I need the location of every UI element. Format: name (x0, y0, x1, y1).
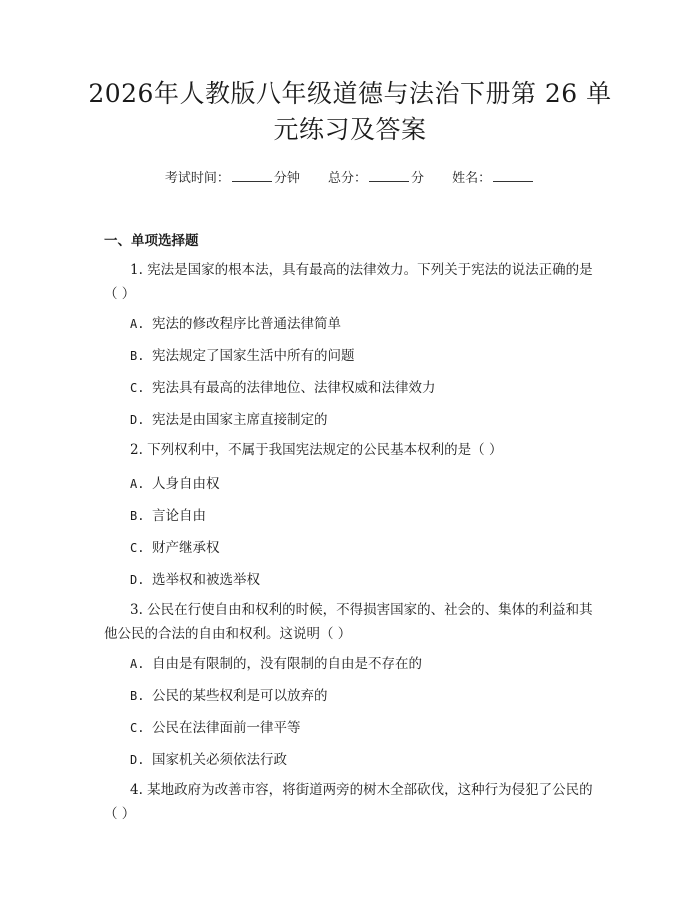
option-text: 宪法的修改程序比普通法律简单 (152, 316, 341, 332)
student-name-field (452, 169, 535, 189)
question-1-option-c (130, 378, 436, 398)
option-text: 财产继承权 (152, 540, 220, 556)
option-letter: B. (130, 349, 145, 363)
total-score-blank (369, 169, 409, 182)
question-1-option-d (130, 410, 328, 430)
question-3-option-d (130, 750, 287, 770)
option-letter: D. (130, 413, 145, 427)
question-4: 4. 某地政府为改善市容，将街道两旁的树木全部砍伐，这种行为侵犯了公民的（ ） (104, 782, 593, 822)
option-text: 公民在法律面前一律平等 (152, 720, 301, 736)
student-name-label: 姓名： (452, 171, 492, 186)
exam-time-unit: 分钟 (273, 171, 300, 186)
section-heading: 一、单项选择题 (104, 233, 199, 249)
student-name-blank (493, 169, 533, 182)
option-text: 国家机关必须依法行政 (152, 752, 287, 768)
option-letter: B. (130, 509, 145, 523)
option-text: 选举权和被选举权 (152, 572, 260, 588)
option-letter: A. (130, 317, 145, 331)
question-3-option-c (130, 718, 301, 738)
option-letter: A. (130, 657, 145, 671)
option-letter: C. (130, 721, 145, 735)
exam-time-field (165, 169, 300, 189)
option-text: 宪法具有最高的法律地位、法律权威和法律效力 (152, 380, 436, 396)
exam-time-label: 考试时间： (164, 171, 230, 186)
total-score-unit: 分 (411, 171, 425, 186)
option-text: 宪法是由国家主席直接制定的 (152, 412, 328, 428)
option-letter: A. (130, 477, 145, 491)
option-letter: D. (130, 753, 145, 767)
question-1-option-b (130, 346, 355, 366)
question-3-option-b (130, 686, 328, 706)
option-text: 宪法规定了国家生活中所有的问题 (152, 348, 355, 364)
exam-time-blank (232, 169, 272, 182)
question-1-option-a (130, 314, 341, 334)
option-text: 人身自由权 (152, 476, 220, 492)
question-2-option-d (130, 570, 260, 590)
question-1: 1. 宪法是国家的根本法，具有最高的法律效力。下列关于宪法的说法正确的是（ ） (104, 262, 593, 302)
option-letter: B. (130, 689, 145, 703)
option-letter: D. (130, 573, 145, 587)
option-text: 自由是有限制的，没有限制的自由是不存在的 (152, 656, 422, 672)
question-2-option-a (130, 474, 220, 494)
option-letter: C. (130, 541, 145, 555)
question-2: 2. 下列权利中，不属于我国宪法规定的公民基本权利的是（ ） (130, 442, 503, 458)
question-3-option-a (130, 654, 422, 674)
option-text: 公民的某些权利是可以放弃的 (152, 688, 328, 704)
exam-info-line (0, 169, 700, 189)
total-score-label: 总分： (327, 171, 367, 186)
question-3: 3. 公民在行使自由和权利的时候，不得损害国家的、社会的、集体的利益和其他公民的合法的自由和权利。这说明（ ） (104, 602, 593, 642)
question-2-option-b (130, 506, 206, 526)
option-letter: C. (130, 381, 145, 395)
question-2-option-c (130, 538, 220, 558)
option-text: 言论自由 (152, 508, 206, 524)
page-title: 2026年人教版八年级道德与法治下册第 26 单元练习及答案 (88, 79, 612, 144)
total-score-field (328, 169, 424, 189)
